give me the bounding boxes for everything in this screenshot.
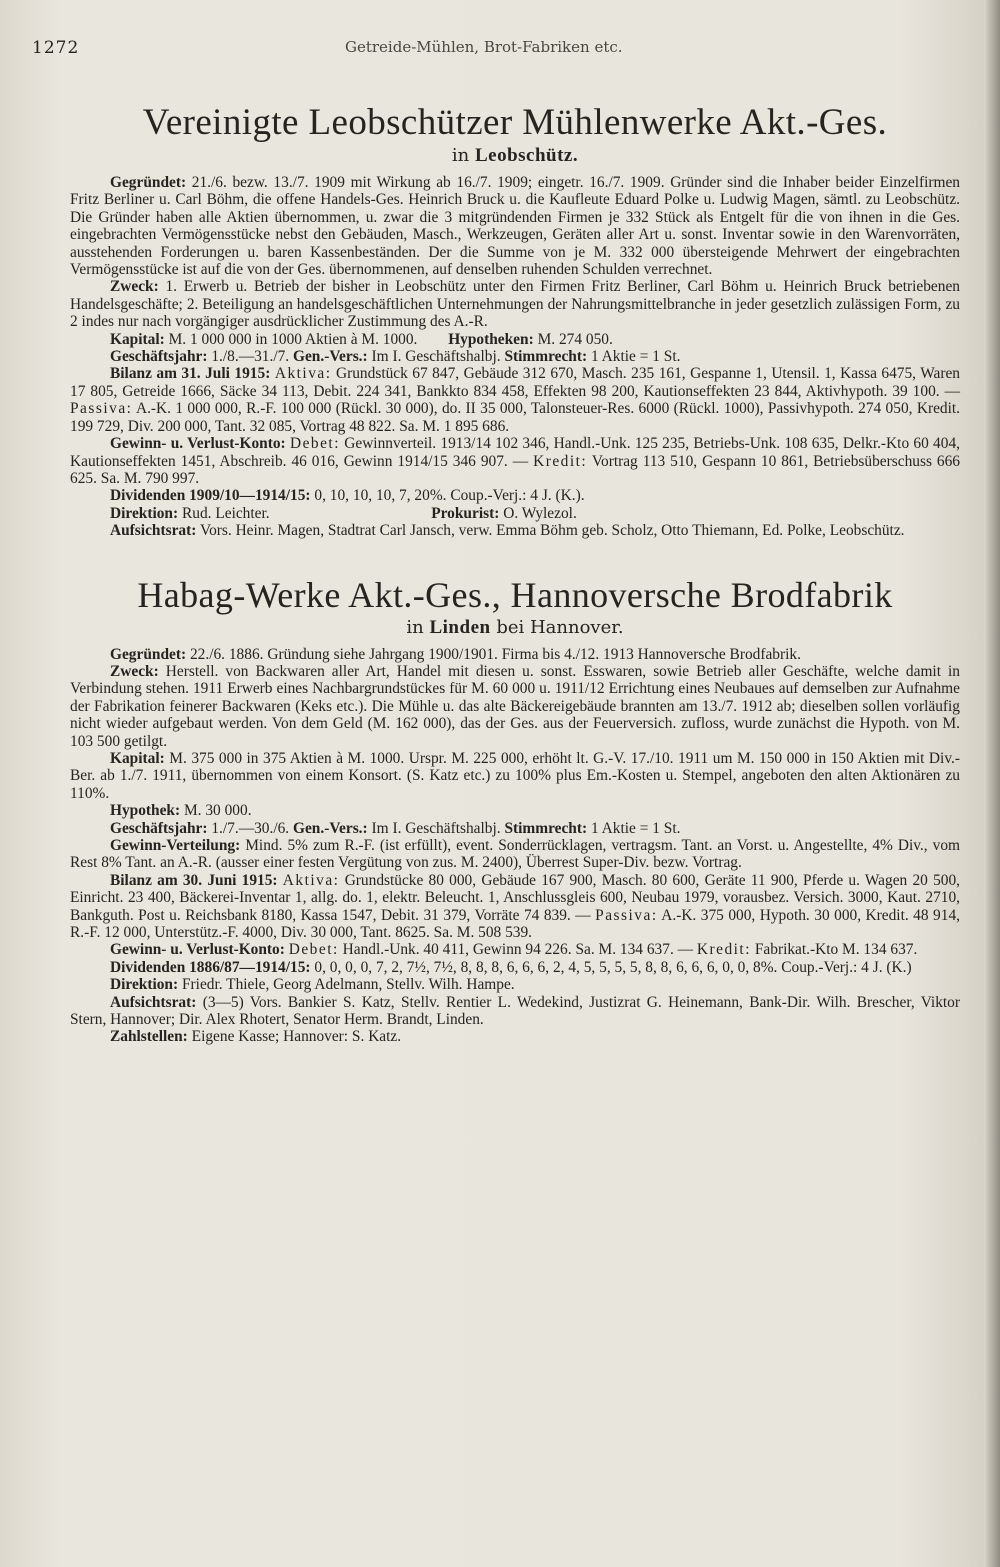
geschaeftsjahr-label: Geschäftsjahr: [110,348,208,366]
company-entry-leobschuetz [70,102,960,540]
company-location [70,617,960,639]
kapital-text: M. 1 000 000 in 1000 Aktien à M. 1000. [168,330,418,348]
entry-body [70,646,960,1046]
bilanz-paragraph [70,872,960,942]
genvers-text: Im I. Geschäftshalbj. [371,819,501,837]
gv-konto-label: Gewinn- u. Verlust-Konto: [110,941,285,959]
gv-konto-paragraph [70,941,960,958]
gegruendet-text: 22./6. 1886. Gründung siehe Jahrgang 1900/1901. Firma bis 4./12. 1913 Hannoversche Brodfabrik. [189,645,801,663]
gv-kredit: Fabrikat.-Kto M. 134 637. [754,941,918,959]
prokurist-label: Prokurist: [431,504,500,522]
aufsichtsrat-paragraph [70,522,960,539]
direktion-label: Direktion: [110,976,179,994]
aktiva-label: Aktiva: [274,365,332,383]
gewinnverteilung-label: Gewinn-Verteilung: [110,837,241,854]
dividenden-label: Dividenden 1886/87—1914/15: [110,958,311,976]
gv-debet: Gewinnverteil. 1913/14 102 346, Handl.-Unk. 125 235, Betriebs-Unk. 108 635, Delkr.-Kto 60 404, Kautionseffekten 1451, Abschreib. 46 016, Gewinn 1914/15 346 907. — [70,435,960,470]
dividenden-text: 0, 0, 0, 0, 7, 2, 7½, 7½, 8, 8, 8, 6, 6, 6, 2, 4, 5, 5, 5, 5, 8, 8, 6, 6, 6, 0, 0, 8%. Coup.-Verj.: 4 J. (K.) [314,958,912,976]
stimmrecht-label: Stimmrecht: [504,819,588,837]
zweck-paragraph [70,663,960,750]
bilanz-passiva: A.-K. 375 000, Hypoth. 30 000, Kredit. 48 914, R.-F. 12 000, Unterstütz.-F. 4000, Div. 30 000, Tant. 8625. Sa. M. 508 539. [70,906,960,942]
location-name: Linden [429,616,491,638]
genvers-label: Gen.-Vers.: [293,348,368,366]
debet-label: Debet: [288,941,339,959]
gv-konto-paragraph [70,435,960,487]
gegruendet-paragraph [70,646,960,663]
bilanz-passiva: A.-K. 1 000 000, R.-F. 100 000 (Rückl. 30 000), do. II 35 000, Talonsteuer-Res. 6000 (Rückl. 1000), Passivhypoth. 274 050, Kredit. 199 729, Div. 200 000, Tant. 32 085, Vortrag 48 822. Sa. M. 1 895 686. [70,400,960,435]
prokurist-text: O. Wylezol. [503,504,577,522]
kapital-text: M. 375 000 in 375 Aktien à M. 1000. Urspr. M. 225 000, erhöht lt. G.-V. 17./10. 1911 um M. 150 000 in 150 Aktien mit Div.-Ber. ab 1./7. 1911, übernommen von einem Konsort. (S. Katz etc.) zu 100% plus Em.-Kosten u. Stempel, angeboten den alten Aktionären zu 110%. [70,749,960,802]
location-name: Leobschütz. [474,145,579,166]
aktiva-label: Aktiva: [282,871,340,889]
kredit-label: Kredit: [533,452,588,470]
kapital-label: Kapital: [110,330,165,348]
company-title: Habag-Werke Akt.-Ges., Hannoversche Brodfabrik [137,574,893,615]
geschaeftsjahr-paragraph [70,820,960,837]
direktion-label: Direktion: [110,504,179,522]
gegruendet-text: 21./6. bezw. 13./7. 1909 mit Wirkung ab 16./7. 1909; eingetr. 16./7. 1909. Gründer sind die Inhaber beider Einzelfirmen Fritz Berliner u. Carl Böhm, die offene Handels-Ges. Heinrich Bruck u. die Kaufleute Eduard Polke u. Ludwig Magen, sämtl. zu Leobschütz. Die Gründer haben alle Aktien übernommen, u. zwar die 3 mitgründenden Firmen je 332 Stück als Entgelt für die von ihnen in die Ges. eingebrachten Vermögensstücke nebst den Gebäuden, Masch., Werkzeugen, Geräten aller Art u. sonst. Inventar sowie in den Warenvorräten, ausstehenden Forderungen u. baren Kassenbeständen. Der die Summe von je M. 332 000 übersteigende Mehrwert der eingebrachten Vermögensstücke ist auf die von der Ges. übernommenen, auf denselben ruhenden Schulden verrechnet. [70,174,960,279]
company-entry-habag [70,574,960,1046]
gegruendet-label: Gegründet: [110,174,187,191]
running-header [32,30,960,64]
gewinnverteilung-text: Mind. 5% zum R.-F. (ist erfüllt), event. Sonderrücklagen, vertragsm. Tant. an Vorst. u. Angestellte, 4% Div., vom Rest 8% Tant. an A.-R. (ausser einer festen Vergütung von zus. M. 2400), Überrest Super-Div. bezw. Vortrag. [70,837,960,872]
aufsichtsrat-text: Vors. Heinr. Magen, Stadtrat Carl Jansch, verw. Emma Böhm geb. Scholz, Otto Thiemann, Ed. Polke, Leobschütz. [199,522,905,540]
kapital-label: Kapital: [110,749,165,767]
debet-label: Debet: [289,435,340,453]
running-title: Getreide-Mühlen, Brot-Fabriken etc. [345,38,623,56]
gegruendet-label: Gegründet: [110,645,187,663]
direktion-text: Friedr. Thiele, Georg Adelmann, Stellv. Wilh. Hampe. [181,976,515,994]
entry-body [70,174,960,540]
section-gap [70,540,960,574]
aufsichtsrat-label: Aufsichtsrat: [110,522,197,540]
genvers-text: Im I. Geschäftshalbj. [371,348,501,366]
geschaeftsjahr-text: 1./7.—30./6. [211,819,290,837]
dividenden-text: 0, 10, 10, 10, 7, 20%. Coup.-Verj.: 4 J. (K.). [314,487,585,505]
hypotheken-label: Hypotheken: [448,330,534,348]
aufsichtsrat-paragraph [70,994,960,1029]
stimmrecht-text: 1 Aktie = 1 St. [590,819,681,837]
zweck-text: Herstell. von Backwaren aller Art, Handel mit diesen u. sonst. Esswaren, sowie Betrieb aller Geschäfte, welche damit in Verbindung stehen. 1911 Erwerb eines Nachbargrundstückes für M. 60 000 u. 1911/12 Errichtung eines Neubaues auf demselben zur Aufnahme der Fabrikation feinerer Backwaren (Keks etc.). Die Mühle u. das alte Bäckereigebäude brannten am 13./7. 1912 ab; dieselben sollen vorläufig nicht wieder aufgebaut werden. Von dem Geld (M. 162 000), das der Ges. aus der Feuerversich. zufloss, wurde zunächst die Hypoth. von M. 103 500 getilgt. [70,662,960,750]
bilanz-label: Bilanz am 30. Juni 1915: [110,871,278,889]
gv-konto-label: Gewinn- u. Verlust-Konto: [110,435,286,453]
direktion-paragraph [70,976,960,993]
page-number: 1272 [32,38,80,58]
passiva-label: Passiva: [595,906,658,924]
location-suffix: bei Hannover. [496,616,624,638]
stimmrecht-text: 1 Aktie = 1 St. [590,348,681,366]
dividenden-paragraph [70,959,960,976]
zweck-text: 1. Erwerb u. Betrieb der bisher in Leobschütz unter den Firmen Fritz Berliner, Carl Böhm u. Heinrich Bruck betriebenen Handelsgeschäfte; 2. Beteiligung an handelsgeschäftlichen Unternehmungen der Nahrungsmittelbranche in jeder gesetzlich zulässigen Form, zu 2 indes nur nach vorgängiger ausdrücklicher Zustimmung des A.-R. [70,278,960,331]
zweck-label: Zweck: [110,278,159,296]
location-prefix: in [451,145,470,166]
gegruendet-paragraph [70,174,960,278]
aufsichtsrat-label: Aufsichtsrat: [110,993,197,1011]
gv-debet: Handl.-Unk. 40 411, Gewinn 94 226. Sa. M. 134 637. — [342,941,694,959]
kredit-label: Kredit: [696,941,751,959]
zweck-paragraph [70,278,960,330]
direktion-paragraph [70,505,960,522]
kapital-paragraph [70,331,960,348]
gv-kredit: Vortrag 113 510, Gespann 10 861, Betriebsüberschuss 666 625. Sa. M. 790 997. [70,452,960,487]
page-edge-shadow [986,0,1000,1567]
stimmrecht-label: Stimmrecht: [504,348,588,366]
company-location [70,145,960,167]
zahlstellen-text: Eigene Kasse; Hannover: S. Katz. [191,1028,402,1046]
bilanz-label: Bilanz am 31. Juli 1915: [110,365,271,383]
hypothek-label: Hypothek: [110,802,181,820]
geschaeftsjahr-text: 1./8.—31./7. [211,348,290,366]
gewinnverteilung-paragraph [70,837,960,872]
kapital-paragraph [70,750,960,802]
geschaeftsjahr-paragraph [70,348,960,365]
location-prefix: in [406,616,424,638]
geschaeftsjahr-label: Geschäftsjahr: [110,819,208,837]
zweck-label: Zweck: [110,662,159,680]
passiva-label: Passiva: [70,400,133,418]
hypothek-text: M. 30 000. [183,802,252,820]
zahlstellen-paragraph [70,1028,960,1045]
bilanz-aktiva: Grundstücke 80 000, Gebäude 167 900, Masch. 80 600, Geräte 11 900, Pferde u. Wagen 20 500, Einricht. 23 400, Bäckerei-Inventar 1, allg. do. 1, elektr. Beleucht. 1, Anschlussgleis 600, Neubau 1979, vorausbez. Versich. 3000, Kaut. 2710, Bankguth. Post u. Reichsbank 8180, Kassa 1547, Debit. 31 379, Vorräte 74 839. — [70,871,960,924]
direktion-text: Rud. Leichter. [181,504,270,522]
company-title: Vereinigte Leobschützer Mühlenwerke Akt.-Ges. [142,102,888,143]
bilanz-aktiva: Grundstück 67 847, Gebäude 312 670, Masch. 235 161, Gespanne 1, Utensil. 1, Kassa 6475, Waren 17 805, Getreide 1666, Säcke 34 113, Debit. 224 341, Bankkto 834 458, Effekten 98 200, Kautionseffekten 23 844, Aktivhypoth. 39 100. — [70,365,960,400]
bilanz-paragraph [70,365,960,435]
aufsichtsrat-text: (3—5) Vors. Bankier S. Katz, Stellv. Rentier L. Wedekind, Justizrat G. Heinemann, Bank-Dir. Wilh. Brescher, Viktor Stern, Hannover; Dir. Alex Rhotert, Senator Herm. Brandt, Linden. [70,993,960,1029]
hypothek-paragraph [70,802,960,819]
hypotheken-text: M. 274 050. [537,330,613,348]
genvers-label: Gen.-Vers.: [293,819,368,837]
dividenden-label: Dividenden 1909/10—1914/15: [110,487,311,505]
dividenden-paragraph [70,487,960,504]
zahlstellen-label: Zahlstellen: [110,1028,188,1046]
